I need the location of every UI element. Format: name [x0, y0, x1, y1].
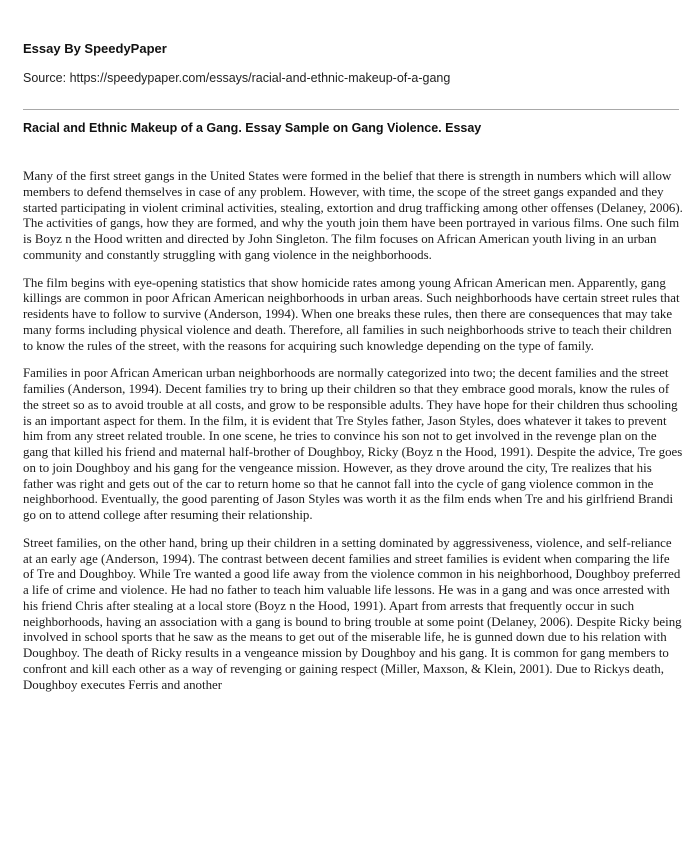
source-label: Source:: [23, 71, 67, 85]
paragraph: Street families, on the other hand, bring up their children in a setting dominated by aggressiveness, violence, and self-reliance at an early age (Anderson, 1994). The contrast between decent families and street families is evident when comparing the life of Tre and Doughboy. While Tre wanted a good life away from the violence common in his neighborhood, Doughboy preferred a life of crime and violence. He had no father to teach him valuable life lessons. He was in a gang and was once arrested with his friend Chris after stealing at a local store (Boyz n the Hood, 1991). Apart from arrests that frequently occur in such neighborhoods, having an association with a gang is bound to bring trouble at some point (Delaney, 2006). Despite Ricky being involved in school sports that he saw as the means to get out of the miserable life, he is gunned down due to his relation with Doughboy. The death of Ricky results in a vengeance mission by Doughboy and his gang. It is common for gang members to confront and kill each other as a way of revenging or gaining respect (Miller, Maxson, & Klein, 2001). Due to Rickys death, Doughboy executes Ferris and another: [23, 535, 682, 692]
paragraph: Many of the first street gangs in the United States were formed in the belief that there is strength in numbers which will allow members to defend themselves in case of any problem. However, with time, the scope of the street gangs expanded and they started participating in violent criminal activities, stealing, extortion and drug trafficking among other offenses (Delaney, 2006). The activities of gangs, how they are formed, and why the youth join them have been portrayed in various films. One such film is Boyz n the Hood written and directed by John Singleton. The film focuses on African American youth living in an urban community and constantly struggling with gang violence in the neighborhoods.: [23, 169, 683, 262]
essay-title: Racial and Ethnic Makeup of a Gang. Essay Sample on Gang Violence. Essay: [23, 121, 482, 135]
paragraph: The film begins with eye-opening statistics that show homicide rates among young African American men. Apparently, gang killings are common in poor African American neighborhoods in urban areas. Such neighborhoods have certain street rules that residents have to follow to survive (Anderson, 1994). When one breaks these rules, then there are consequences that may take many forms including physical violence and death. Therefore, all families in such neighborhoods strive to teach their children to know the rules of the street, with the reasons for acquiring such knowledge depending on the type of family.: [23, 275, 680, 353]
source-url[interactable]: https://speedypaper.com/essays/racial-and-ethnic-makeup-of-a-gang: [69, 71, 451, 85]
essay-body: [23, 169, 683, 705]
paragraph: Families in poor African American urban neighborhoods are normally categorized into two; the decent families and the street families (Anderson, 1994). Decent families try to bring up their children so that they embrace good morals, know the rules of the street so as to avoid trouble at all costs, and grow to be responsible adults. They have hope for their children thus schooling is an important aspect for them. In the film, it is evident that Tre Styles father, Jason Styles, does whatever it takes to prevent him from any street related trouble. In one scene, he tries to convince his son not to get involved in the revenge plan on the gang that killed his friend and maternal half-brother of Doughboy, Ricky (Boyz n the Hood, 1991). Despite the advice, Tre goes on to join Doughboy and his gang for the vengeance mission. However, as they drove around the city, Tre realizes that his father was right and gets out of the car to return home so that he cannot fall into the cycle of gang violence common in the neighborhood. Eventually, the good parenting of Jason Styles was worth it as the film ends when Tre and his girlfriend Brandi go on to attend college after resuming their relationship.: [23, 366, 683, 522]
source-line: [23, 71, 450, 85]
header-divider: [23, 109, 679, 110]
site-title: Essay By SpeedyPaper: [23, 41, 167, 56]
